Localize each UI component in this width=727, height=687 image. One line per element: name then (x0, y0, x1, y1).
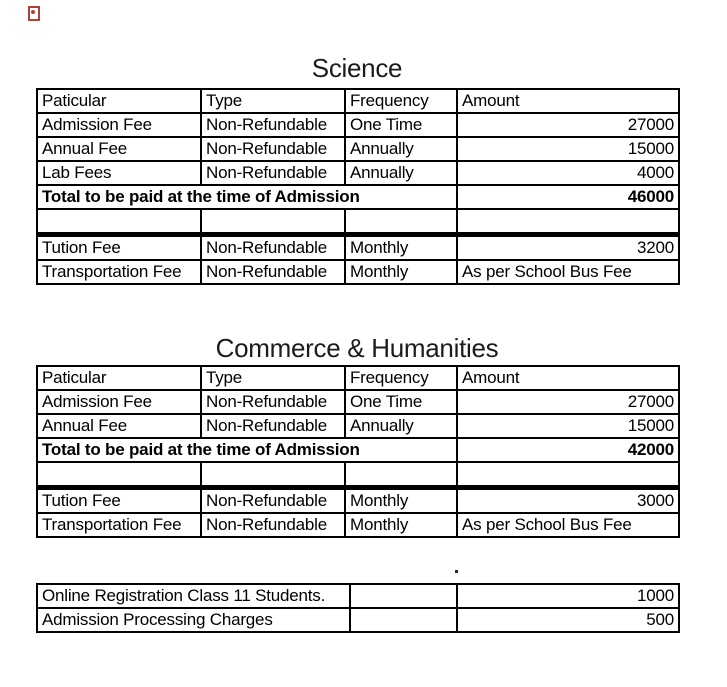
fee-row (37, 137, 679, 161)
table-cell: Non-Refundable (201, 113, 345, 137)
fee-row (37, 608, 679, 632)
empty-cell (37, 462, 201, 488)
fee-row (37, 235, 679, 261)
table-cell: Non-Refundable (201, 414, 345, 438)
table-cell: Monthly (345, 488, 457, 514)
table-cell: Annually (345, 161, 457, 185)
header-row (37, 89, 679, 113)
amount-cell: 1000 (457, 584, 679, 608)
amount-cell: 15000 (457, 414, 679, 438)
table-cell: Non-Refundable (201, 390, 345, 414)
amount-cell: 27000 (457, 113, 679, 137)
table-cell: One Time (345, 390, 457, 414)
empty-cell (350, 584, 457, 608)
table-cell: Monthly (345, 260, 457, 284)
table-cell: Annually (345, 414, 457, 438)
table-cell: Tution Fee (37, 488, 201, 514)
fee-row (37, 584, 679, 608)
amount-cell: 500 (457, 608, 679, 632)
header-cell-amount: Amount (457, 366, 679, 390)
stray-period-mark (455, 570, 458, 573)
table-cell: Non-Refundable (201, 260, 345, 284)
empty-cell (350, 608, 457, 632)
amount-cell: 4000 (457, 161, 679, 185)
total-amount-cell: 42000 (457, 438, 679, 462)
fee-row (37, 513, 679, 537)
science-fee-table (36, 88, 680, 285)
table-cell: Online Registration Class 11 Students. (37, 584, 350, 608)
table-cell: Non-Refundable (201, 513, 345, 537)
spacer-row (37, 209, 679, 235)
commerce-fee-table (36, 365, 680, 538)
table-cell: Tution Fee (37, 235, 201, 261)
empty-cell (457, 462, 679, 488)
empty-cell (457, 209, 679, 235)
spacer-row (37, 462, 679, 488)
table-cell: Annually (345, 137, 457, 161)
table-cell: Monthly (345, 235, 457, 261)
table-cell: Non-Refundable (201, 161, 345, 185)
empty-cell (201, 209, 345, 235)
fee-row (37, 414, 679, 438)
table-cell: Transportation Fee (37, 513, 201, 537)
header-cell-frequency: Frequency (345, 366, 457, 390)
total-row (37, 185, 679, 209)
header-cell-type: Type (201, 366, 345, 390)
total-row (37, 438, 679, 462)
table-cell: Lab Fees (37, 161, 201, 185)
total-label-cell: Total to be paid at the time of Admission (37, 185, 457, 209)
header-row (37, 366, 679, 390)
amount-cell: As per School Bus Fee (457, 260, 679, 284)
amount-cell: 3000 (457, 488, 679, 514)
total-label-cell: Total to be paid at the time of Admission (37, 438, 457, 462)
table-cell: Non-Refundable (201, 235, 345, 261)
fee-row (37, 488, 679, 514)
fee-row (37, 260, 679, 284)
empty-cell (201, 462, 345, 488)
amount-cell: 27000 (457, 390, 679, 414)
broken-image-icon (28, 6, 40, 21)
table-cell: Monthly (345, 513, 457, 537)
section-title-commerce: Commerce & Humanities (215, 333, 499, 363)
header-cell-amount: Amount (457, 89, 679, 113)
empty-cell (345, 209, 457, 235)
fee-row (37, 113, 679, 137)
fee-row (37, 390, 679, 414)
amount-cell: 15000 (457, 137, 679, 161)
header-cell-frequency: Frequency (345, 89, 457, 113)
charges-table (36, 583, 680, 633)
table-cell: One Time (345, 113, 457, 137)
amount-cell: As per School Bus Fee (457, 513, 679, 537)
table-cell: Admission Fee (37, 113, 201, 137)
total-amount-cell: 46000 (457, 185, 679, 209)
table-cell: Admission Fee (37, 390, 201, 414)
table-cell: Non-Refundable (201, 137, 345, 161)
header-cell-paticular: Paticular (37, 89, 201, 113)
table-cell: Annual Fee (37, 137, 201, 161)
table-cell: Non-Refundable (201, 488, 345, 514)
table-cell: Annual Fee (37, 414, 201, 438)
amount-cell: 3200 (457, 235, 679, 261)
empty-cell (345, 462, 457, 488)
fee-row (37, 161, 679, 185)
empty-cell (37, 209, 201, 235)
table-cell: Admission Processing Charges (37, 608, 350, 632)
header-cell-type: Type (201, 89, 345, 113)
section-title-science: Science (311, 53, 403, 83)
table-cell: Transportation Fee (37, 260, 201, 284)
header-cell-paticular: Paticular (37, 366, 201, 390)
